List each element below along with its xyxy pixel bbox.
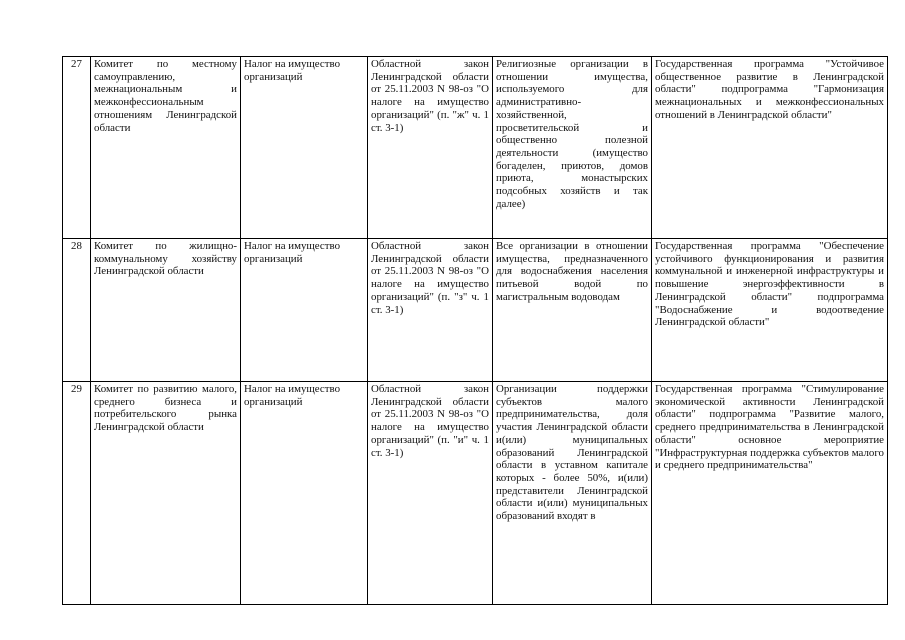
table-row (63, 239, 888, 382)
tax-benefits-table (62, 56, 888, 605)
program-cell: Государственная программа "Стимулирование экономической активности Ленинградской области" подпрограмма "Развитие малого, среднего предпринимательства в Ленинградской области" основное мероприятие "Инфраструктурная поддержка субъектов малого и среднего предпринимательства" (652, 382, 888, 605)
authority-cell: Комитет по местному самоуправлению, межнациональным и межконфессиональным отношениям Ленинградской области (91, 57, 241, 239)
law-cell: Областной закон Ленинградской области от 25.11.2003 N 98-оз "О налоге на имущество организаций" (п. "и" ч. 1 ст. 3-1) (368, 382, 493, 605)
table-row (63, 57, 888, 239)
law-cell: Областной закон Ленинградской области от 25.11.2003 N 98-оз "О налоге на имущество организаций" (п. "з" ч. 1 ст. 3-1) (368, 239, 493, 382)
program-cell: Государственная программа "Устойчивое общественное развитие в Ленинградской области" подпрограмма "Гармонизация межнациональных и межконфессиональных отношений в Ленинградской области" (652, 57, 888, 239)
law-cell: Областной закон Ленинградской области от 25.11.2003 N 98-оз "О налоге на имущество организаций" (п. "ж" ч. 1 ст. 3-1) (368, 57, 493, 239)
tax-cell: Налог на имущество организаций (241, 57, 368, 239)
row-number: 28 (63, 239, 91, 382)
beneficiaries-cell: Все организации в отношении имущества, предназначенного для водоснабжения населения питьевой водой по магистральным водоводам (493, 239, 652, 382)
authority-cell: Комитет по жилищно-коммунальному хозяйству Ленинградской области (91, 239, 241, 382)
tax-cell: Налог на имущество организаций (241, 382, 368, 605)
beneficiaries-cell: Организации поддержки субъектов малого предпринимательства, доля участия Ленинградской области и(или) муниципальных образований Ленинградской области в уставном капитале которых - более 50%, и(или) представители Ленинградской области и(или) муниципальных образований входят в (493, 382, 652, 605)
table-row (63, 382, 888, 605)
program-cell: Государственная программа "Обеспечение устойчивого функционирования и развития коммунальной и инженерной инфраструктуры и повышение энергоэффективности в Ленинградской области" подпрограмма "Водоснабжение и водоотведение Ленинградской области" (652, 239, 888, 382)
row-number: 29 (63, 382, 91, 605)
beneficiaries-cell: Религиозные организации в отношении имущества, используемого для административно-хозяйственной, просветительской и общественно полезной деятельности (имущество богаделен, приютов, домов приюта, монастырских подсобных хозяйств и так далее) (493, 57, 652, 239)
authority-cell: Комитет по развитию малого, среднего бизнеса и потребительского рынка Ленинградской области (91, 382, 241, 605)
row-number: 27 (63, 57, 91, 239)
tax-cell: Налог на имущество организаций (241, 239, 368, 382)
